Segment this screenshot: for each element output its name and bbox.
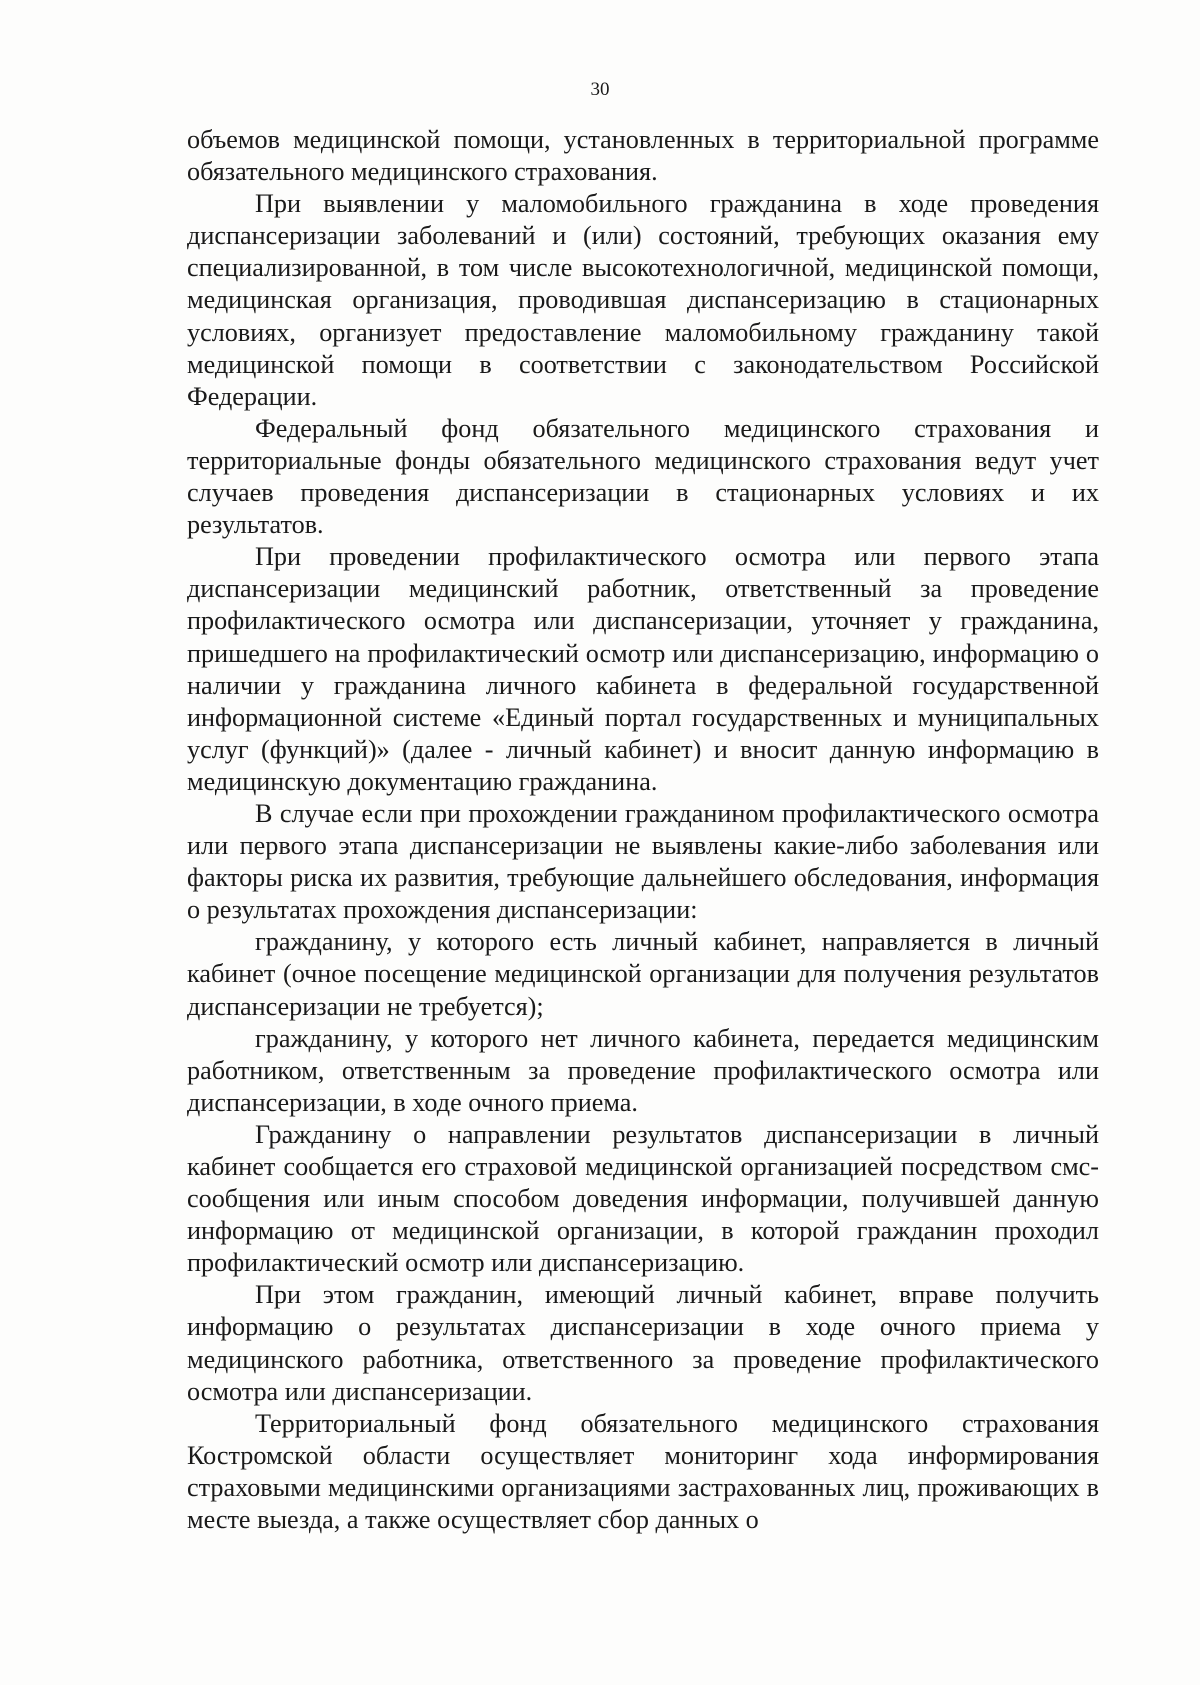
paragraph-funds-accounting: Федеральный фонд обязательного медицинского страхования и территориальные фонды обязательного медицинского страхования ведут учет случаев проведения диспансеризации в стационарных условиях и их результатов. — [187, 413, 1099, 540]
paragraph-results-information: В случае если при прохождении гражданином профилактического осмотра или первого этапа диспансеризации не выявлены какие-либо заболевания или факторы риска их развития, требующие дальнейшего обследования, информация о результатах прохождения диспансеризации: — [187, 798, 1099, 925]
paragraph-without-personal-account: гражданину, у которого нет личного кабинета, передается медицинским работником, ответственным за проведение профилактического осмотра или диспансеризации, в ходе очного приема. — [187, 1023, 1099, 1117]
paragraph-notification: Гражданину о направлении результатов диспансеризации в личный кабинет сообщается его страховой медицинской организацией посредством смс-сообщения или иным способом доведения информации, получившей данную информацию от медицинской организации, в которой гражданин проходил профилактический осмотр или диспансеризацию. — [187, 1119, 1099, 1278]
paragraph-kostroma-fund-monitoring: Территориальный фонд обязательного медицинского страхования Костромской области осуществляет мониторинг хода информирования страховыми медицинскими организациями застрахованных лиц, проживающих в месте выезда, а также осуществляет сбор данных о — [187, 1408, 1099, 1535]
paragraph-in-person-results: При этом гражданин, имеющий личный кабинет, вправе получить информацию о результатах диспансеризации в ходе очного приема у медицинского работника, ответственного за проведение профилактического осмотра или диспансеризации. — [187, 1280, 1099, 1406]
page-number: 30 — [590, 79, 610, 100]
paragraph-with-personal-account: гражданину, у которого есть личный кабинет, направляется в личный кабинет (очное посещение медицинской организации для получения результатов диспансеризации не требуется); — [187, 927, 1099, 1021]
paragraph-continuation: объемов медицинской помощи, установленных в территориальной программе обязательного медицинского страхования. — [187, 125, 1099, 187]
paragraph-low-mobility-care: При выявлении у маломобильного гражданина в ходе проведения диспансеризации заболеваний и (или) состояний, требующих оказания ему специализированной, в том числе высокотехнологичной, медицинской помощи, медицинская организация, проводившая диспансеризацию в стационарных условиях, организует предоставление маломобильному гражданину такой медицинской помощи в соответствии с законодательством Российской Федерации. — [187, 189, 1099, 411]
document-body — [187, 124, 1099, 1536]
paragraph-personal-account-check: При проведении профилактического осмотра или первого этапа диспансеризации медицинский работник, ответственный за проведение профилактического осмотра или диспансеризации, уточняет у гражданина, пришедшего на профилактический осмотр или диспансеризацию, информацию о наличии у гражданина личного кабинета в федеральной государственной информационной системе «Единый портал государственных и муниципальных услуг (функций)» (далее - личный кабинет) и вносит данную информацию в медицинскую документацию гражданина. — [187, 542, 1099, 796]
